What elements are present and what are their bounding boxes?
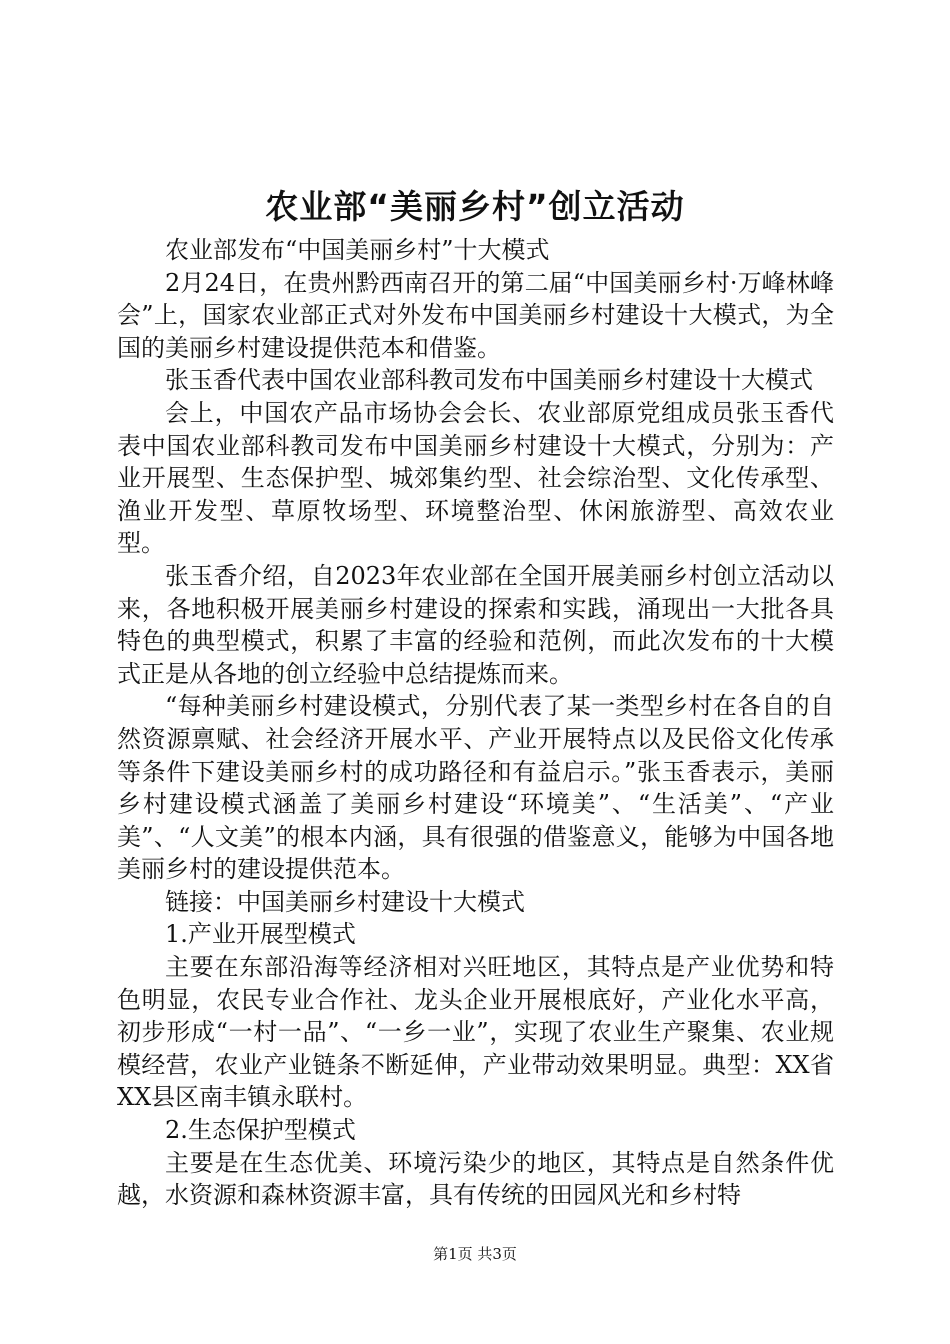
paragraph: 张玉香介绍，自2023年农业部在全国开展美丽乡村创立活动以来，各地积极开展美丽乡村建设的探索和实践，涌现出一大批各具特色的典型模式，积累了丰富的经验和范例，而此次发布的十大模式正是从各地的创立经验中总结提炼而来。: [117, 561, 834, 688]
section-heading: 1.产业开展型模式: [165, 920, 356, 949]
paragraph: 链接：中国美丽乡村建设十大模式: [165, 887, 525, 916]
paragraph: 张玉香代表中国农业部科教司发布中国美丽乡村建设十大模式: [165, 366, 813, 395]
paragraph: 农业部发布“中国美丽乡村”十大模式: [165, 236, 550, 264]
paragraph: 主要在东部沿海等经济相对兴旺地区，其特点是产业优势和特色明显，农民专业合作社、龙头企业开展根底好，产业化水平高，初步形成“一村一品”、“一乡一业”，实现了农业生产聚集、农业规模经营，农业产业链条不断延伸，产业带动效果明显。典型：XX省XX县区南丰镇永联村。: [117, 953, 834, 1112]
page-footer: 第1页 共3页: [433, 1245, 517, 1263]
paragraph: 2月24日，在贵州黔西南召开的第二届“中国美丽乡村·万峰林峰会”上，国家农业部正式对外发布中国美丽乡村建设十大模式，为全国的美丽乡村建设提供范本和借鉴。: [117, 268, 834, 362]
section-heading: 2.生态保护型模式: [165, 1116, 356, 1145]
paragraph: “每种美丽乡村建设模式，分别代表了某一类型乡村在各自的自然资源禀赋、社会经济开展水平、产业开展特点以及民俗文化传承等条件下建设美丽乡村的成功路径和有益启示。”张玉香表示，美丽乡村建设模式涵盖了美丽乡村建设“环境美”、“生活美”、“产业美”、“人文美”的根本内涵，具有很强的借鉴意义，能够为中国各地美丽乡村的建设提供范本。: [117, 692, 834, 884]
paragraph: 主要是在生态优美、环境污染少的地区，其特点是自然条件优越，水资源和森林资源丰富，具有传统的田园风光和乡村特: [117, 1148, 834, 1210]
document-body: [117, 234, 834, 1212]
paragraph: 会上，中国农产品市场协会会长、农业部原党组成员张玉香代表中国农业部科教司发布中国美丽乡村建设十大模式，分别为：产业开展型、生态保护型、城郊集约型、社会综治型、文化传承型、渔业开发型、草原牧场型、环境整治型、休闲旅游型、高效农业型。: [117, 398, 834, 558]
document-title: 农业部“美丽乡村”创立活动: [265, 187, 685, 226]
